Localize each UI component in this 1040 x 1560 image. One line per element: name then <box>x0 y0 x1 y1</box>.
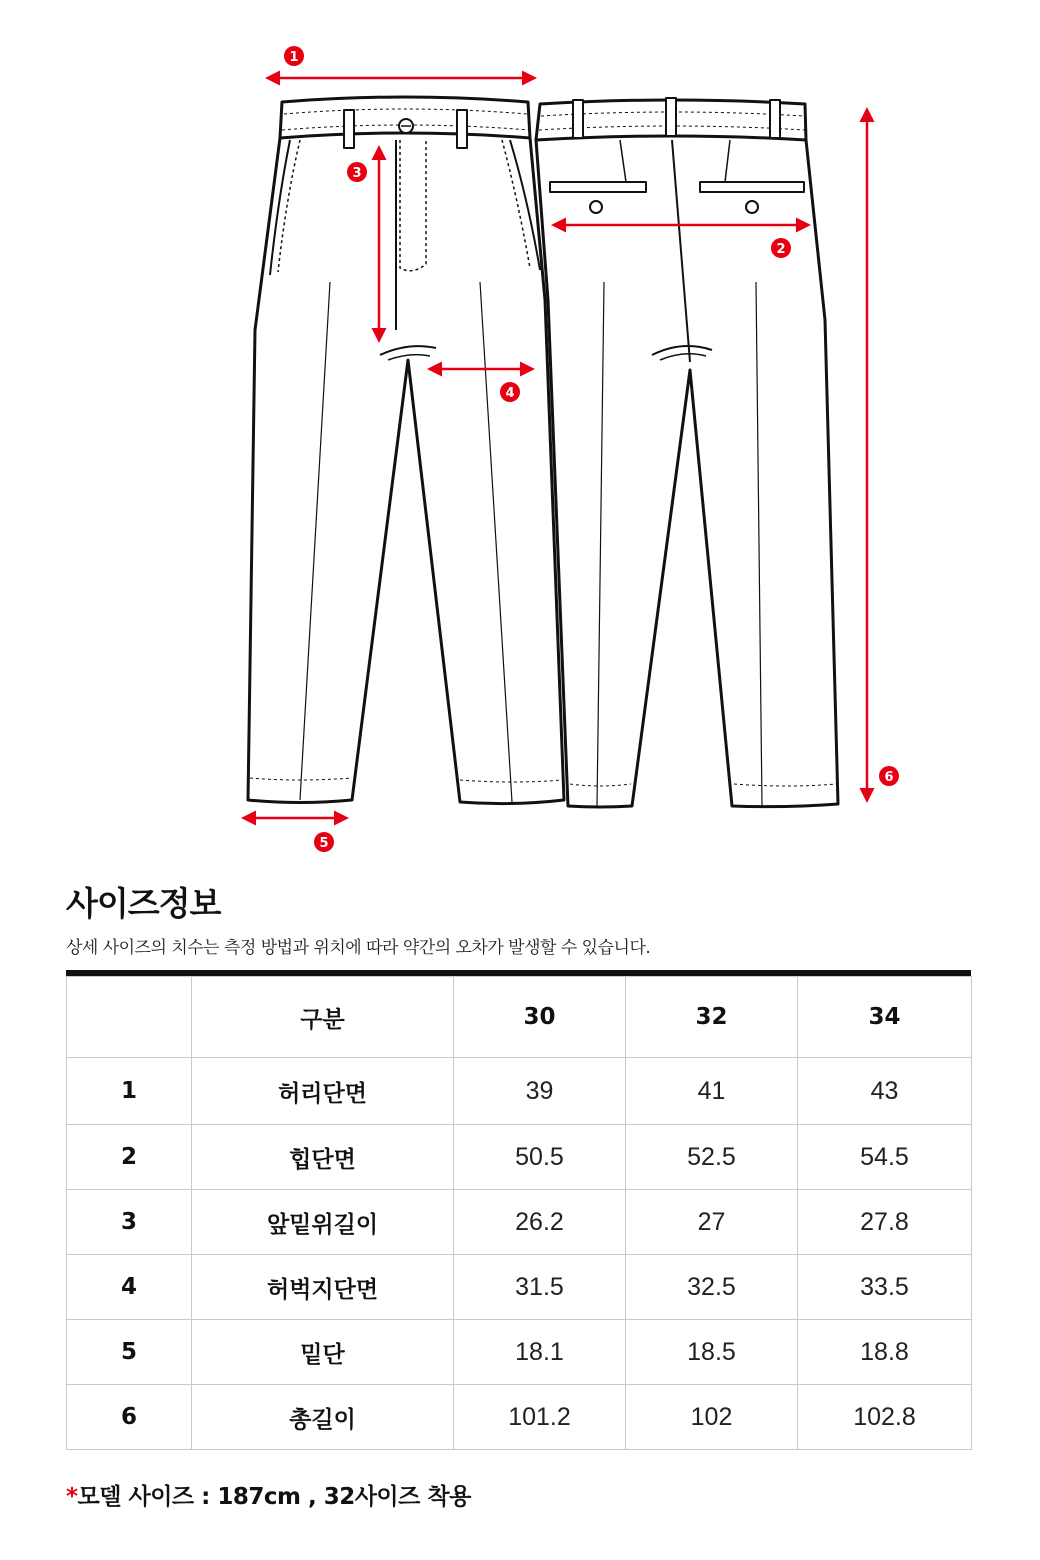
marker-6 <box>879 766 899 786</box>
header-category: 구분 <box>192 977 454 1058</box>
cell-value: 43 <box>798 1058 972 1125</box>
header-blank <box>67 977 192 1058</box>
row-number: 3 <box>67 1190 192 1255</box>
size-info-notice: 상세 사이즈의 치수는 측정 방법과 위치에 따라 약간의 오차가 발생할 수 있습니다. <box>66 938 651 958</box>
marker-5 <box>314 832 334 852</box>
svg-text:5: 5 <box>319 836 329 851</box>
cell-value: 26.2 <box>454 1190 626 1255</box>
cell-value: 41 <box>626 1058 798 1125</box>
cell-value: 33.5 <box>798 1255 972 1320</box>
cell-value: 32.5 <box>626 1255 798 1320</box>
row-number: 6 <box>67 1385 192 1450</box>
row-label: 허벅지단면 <box>192 1255 454 1320</box>
row-number: 4 <box>67 1255 192 1320</box>
cell-value: 18.5 <box>626 1320 798 1385</box>
table-row <box>67 1385 972 1450</box>
marker-1 <box>284 46 304 66</box>
cell-value: 101.2 <box>454 1385 626 1450</box>
cell-value: 18.8 <box>798 1320 972 1385</box>
size-table <box>66 976 972 1450</box>
asterisk-mark: * <box>66 1484 78 1510</box>
svg-text:4: 4 <box>505 386 515 401</box>
marker-3 <box>347 162 367 182</box>
model-size-text: 모델 사이즈 : 187cm , 32사이즈 착용 <box>77 1484 471 1510</box>
row-number: 1 <box>67 1058 192 1125</box>
cell-value: 39 <box>454 1058 626 1125</box>
table-header-row <box>67 977 972 1058</box>
pants-back-view <box>536 98 838 807</box>
header-size-32: 32 <box>626 977 798 1058</box>
table-row <box>67 1125 972 1190</box>
table-row <box>67 1190 972 1255</box>
size-info-title: 사이즈정보 <box>66 884 221 923</box>
svg-text:2: 2 <box>776 242 786 257</box>
cell-value: 50.5 <box>454 1125 626 1190</box>
cell-value: 31.5 <box>454 1255 626 1320</box>
model-size-note <box>66 1478 471 1511</box>
table-row <box>67 1320 972 1385</box>
row-label: 허리단면 <box>192 1058 454 1125</box>
cell-value: 54.5 <box>798 1125 972 1190</box>
row-number: 5 <box>67 1320 192 1385</box>
pants-front-view <box>248 97 564 804</box>
size-table-container <box>66 970 971 1450</box>
svg-text:6: 6 <box>884 770 894 785</box>
row-label: 앞밑위길이 <box>192 1190 454 1255</box>
cell-value: 27 <box>626 1190 798 1255</box>
row-number: 2 <box>67 1125 192 1190</box>
cell-value: 27.8 <box>798 1190 972 1255</box>
row-label: 밑단 <box>192 1320 454 1385</box>
svg-text:1: 1 <box>289 50 299 65</box>
svg-text:3: 3 <box>352 166 362 181</box>
cell-value: 102.8 <box>798 1385 972 1450</box>
cell-value: 18.1 <box>454 1320 626 1385</box>
header-size-30: 30 <box>454 977 626 1058</box>
row-label: 총길이 <box>192 1385 454 1450</box>
header-size-34: 34 <box>798 977 972 1058</box>
marker-2 <box>771 238 791 258</box>
row-label: 힙단면 <box>192 1125 454 1190</box>
cell-value: 52.5 <box>626 1125 798 1190</box>
table-row <box>67 1255 972 1320</box>
table-row <box>67 1058 972 1125</box>
cell-value: 102 <box>626 1385 798 1450</box>
marker-4 <box>500 382 520 402</box>
